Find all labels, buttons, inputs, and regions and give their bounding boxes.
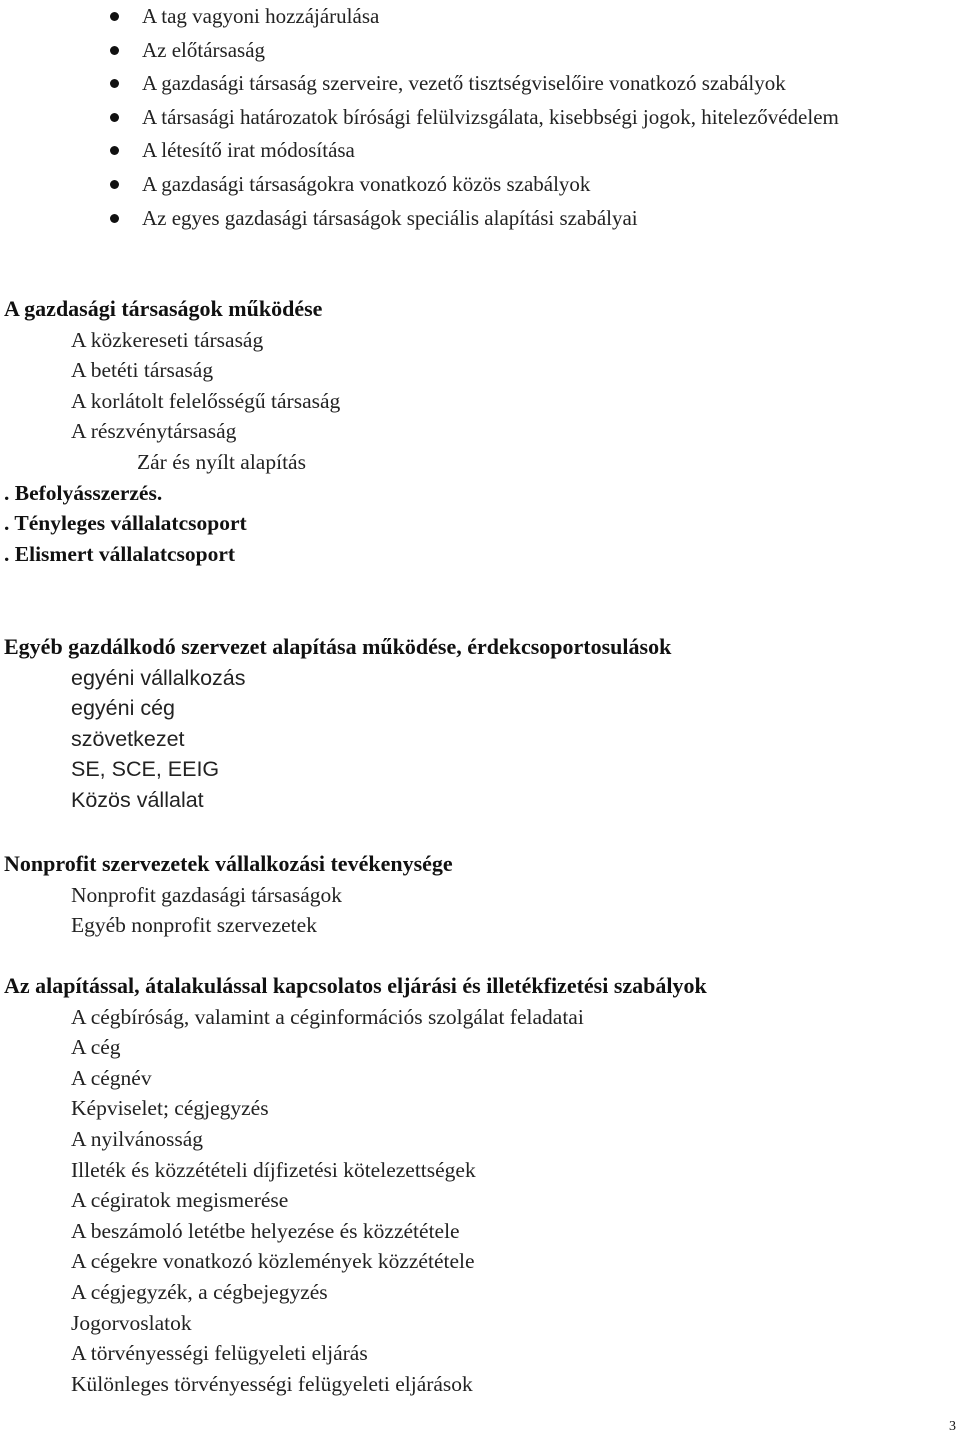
bullet-item: Az előtársaság	[0, 34, 960, 68]
section-procedures	[0, 971, 960, 1399]
bullet-item: A gazdasági társaság szerveire, vezető tisztségviselőire vonatkozó szabályok	[0, 67, 960, 101]
bullet-icon	[110, 12, 119, 21]
section-nonprofit	[0, 849, 960, 941]
bullet-icon	[110, 180, 119, 189]
section-heading: Egyéb gazdálkodó szervezet alapítása működése, érdekcsoportosulások	[4, 634, 672, 659]
list-item: szövetkezet	[71, 726, 185, 751]
list-item: Jogorvoslatok	[71, 1310, 192, 1335]
section-heading: A gazdasági társaságok működése	[4, 296, 323, 321]
section-heading: Nonprofit szervezetek vállalkozási tevékenysége	[4, 851, 453, 876]
list-item: A cégnév	[71, 1065, 152, 1090]
list-item: Közös vállalat	[71, 787, 204, 812]
bullet-icon	[110, 113, 119, 122]
list-item: A betéti társaság	[71, 358, 214, 383]
list-item: A cégiratok megismerése	[71, 1188, 289, 1213]
bullet-icon	[110, 146, 119, 155]
list-item: A cégekre vonatkozó közlemények közzététele	[71, 1249, 475, 1274]
list-item: A cég	[71, 1035, 121, 1060]
dot-line: . Tényleges vállalatcsoport	[4, 511, 247, 536]
bullet-item: A tag vagyoni hozzájárulása	[0, 0, 960, 34]
list-item: A cégjegyzék, a cégbejegyzés	[71, 1279, 328, 1304]
bullet-list	[0, 0, 960, 235]
section-other-organizations	[0, 632, 960, 816]
section-heading: Az alapítással, átalakulással kapcsolatos eljárási és illetékfizetési szabályok	[4, 973, 707, 998]
list-item: A törvényességi felügyeleti eljárás	[71, 1341, 368, 1366]
bullet-item: A társasági határozatok bírósági felülvizsgálata, kisebbségi jogok, hitelezővédelem	[0, 101, 960, 135]
bullet-item: Az egyes gazdasági társaságok speciális alapítási szabályai	[0, 202, 960, 236]
list-item: egyéni vállalkozás	[71, 665, 246, 690]
list-item: A közkereseti társaság	[71, 327, 264, 352]
list-item: Illeték és közzétételi díjfizetési kötelezettségek	[71, 1157, 476, 1182]
page-number: 3	[949, 1419, 956, 1434]
list-item: A nyilvánosság	[71, 1126, 203, 1151]
list-item: A korlátolt felelősségű társaság	[71, 388, 341, 413]
dot-line: . Befolyásszerzés.	[4, 480, 163, 505]
bullet-icon	[110, 79, 119, 88]
bullet-item: A gazdasági társaságokra vonatkozó közös szabályok	[0, 168, 960, 202]
list-item: Képviselet; cégjegyzés	[71, 1096, 269, 1121]
section-operation	[0, 294, 960, 569]
list-item: A részvénytársaság	[71, 419, 237, 444]
list-item: Nonprofit gazdasági társaságok	[71, 882, 343, 907]
bullet-icon	[110, 46, 119, 55]
list-item: SE, SCE, EEIG	[71, 757, 220, 782]
list-item: Különleges törvényességi felügyeleti eljárások	[71, 1371, 473, 1396]
list-item: egyéni cég	[71, 696, 175, 721]
list-item: Egyéb nonprofit szervezetek	[71, 913, 317, 938]
list-item: A beszámoló letétbe helyezése és közzététele	[71, 1218, 460, 1243]
dot-line: . Elismert vállalatcsoport	[4, 541, 236, 566]
list-item: A cégbíróság, valamint a céginformációs szolgálat feladatai	[71, 1004, 584, 1029]
bullet-icon	[110, 214, 119, 223]
bullet-item: A létesítő irat módosítása	[0, 134, 960, 168]
sub-item: Zár és nyílt alapítás	[137, 449, 306, 474]
